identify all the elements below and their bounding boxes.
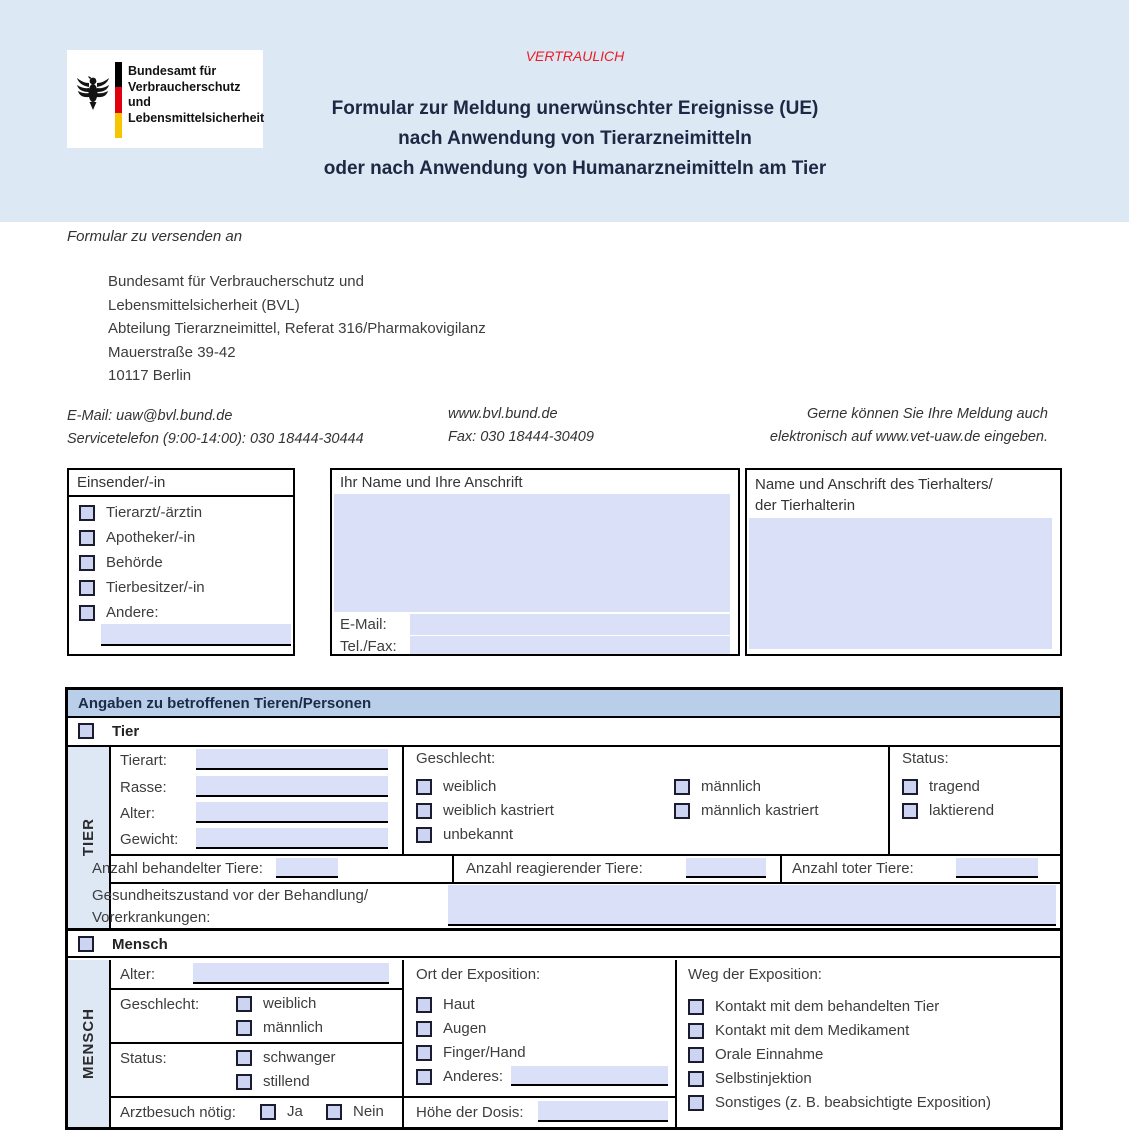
weg-exposition-label: Weg der Exposition:	[688, 966, 822, 983]
sender-option-label: Andere:	[106, 604, 159, 621]
tierart-input[interactable]	[196, 749, 388, 770]
checkbox-haut[interactable]	[416, 997, 432, 1013]
gesundheit-label-line1: Gesundheitszustand vor der Behandlung/	[92, 887, 369, 904]
option-label: Sonstiges (z. B. beabsichtigte Exposition)	[715, 1094, 991, 1111]
telfax-label: Tel./Fax:	[340, 638, 397, 655]
contact-online-note: Gerne können Sie Ihre Meldung auch elektronisch auf www.vet-uaw.de eingeben.	[769, 406, 1048, 445]
arztbesuch-label: Arztbesuch nötig:	[120, 1104, 236, 1121]
anzahl-reagierend-input[interactable]	[686, 858, 766, 878]
anzahl-tot-label: Anzahl toter Tiere:	[792, 860, 914, 877]
option-label: Selbstinjektion	[715, 1070, 812, 1087]
option-label: Orale Einnahme	[715, 1046, 824, 1063]
checkbox-tier-weiblich-kastriert[interactable]	[416, 803, 432, 819]
divider	[111, 882, 1060, 884]
checkbox-anderes[interactable]	[416, 1069, 432, 1085]
checkbox-mensch-maennlich[interactable]	[236, 1020, 252, 1036]
tier-weiblich-kastriert-row	[416, 802, 554, 819]
ort-exposition-label: Ort der Exposition:	[416, 966, 541, 983]
option-label: weiblich	[263, 995, 317, 1012]
anzahl-reagierend-label: Anzahl reagierender Tiere:	[466, 860, 643, 877]
option-label: stillend	[263, 1073, 310, 1090]
arzt-nein-row	[326, 1103, 384, 1120]
tier-status-label: Status:	[902, 750, 949, 767]
checkbox-tragend[interactable]	[902, 779, 918, 795]
option-label: schwanger	[263, 1049, 336, 1066]
option-label: Nein	[353, 1103, 384, 1120]
email-label: E-Mail:	[340, 616, 387, 633]
finger-hand-row	[416, 1044, 526, 1061]
rasse-label: Rasse:	[120, 779, 167, 796]
dosis-input[interactable]	[538, 1101, 668, 1122]
checkbox-tier[interactable]	[78, 723, 94, 739]
sender-option-label: Apotheker/-in	[106, 529, 196, 546]
checkbox-kontakt-tier[interactable]	[688, 999, 704, 1015]
owner-box	[745, 468, 1062, 656]
gewicht-input[interactable]	[196, 828, 388, 849]
checkbox-behoerde[interactable]	[79, 555, 95, 571]
kontakt-tier-row	[688, 998, 939, 1015]
option-label: Kontakt mit dem behandelten Tier	[715, 998, 940, 1015]
option-label: Anderes:	[443, 1068, 504, 1085]
sender-option-apotheker	[79, 529, 205, 546]
mensch-weiblich-row	[236, 995, 316, 1012]
checkbox-kontakt-medikament[interactable]	[688, 1023, 704, 1039]
table-header-label: Angaben zu betroffenen Tieren/Personen	[78, 695, 372, 712]
divider	[402, 960, 404, 1127]
header-banner	[0, 0, 1129, 222]
divider	[888, 747, 890, 854]
checkbox-arzt-nein[interactable]	[326, 1104, 342, 1120]
checkbox-andere[interactable]	[79, 605, 95, 621]
option-label: laktierend	[929, 802, 995, 819]
option-label: Kontakt mit dem Medikament	[715, 1022, 910, 1039]
tier-alter-label: Alter:	[120, 805, 156, 822]
andere-input[interactable]	[101, 624, 291, 646]
divider	[675, 960, 677, 1127]
mensch-side-label: MENSCH	[80, 1007, 97, 1079]
mensch-side-strip	[68, 960, 111, 1127]
reporter-address-input[interactable]	[334, 494, 730, 612]
option-label: Augen	[443, 1020, 487, 1037]
affected-table	[65, 687, 1063, 1130]
tier-maennlich-row	[674, 778, 761, 795]
checkbox-arzt-ja[interactable]	[260, 1104, 276, 1120]
owner-box-title: Name und Anschrift des Tierhalters/ der Tierhalterin	[755, 476, 993, 514]
divider	[452, 854, 454, 882]
option-label: männlich	[701, 778, 762, 795]
sender-box	[67, 468, 295, 656]
send-to-intro: Formular zu versenden an	[67, 228, 243, 245]
divider	[402, 747, 404, 854]
option-label: Haut	[443, 996, 475, 1013]
tier-weiblich-row	[416, 778, 496, 795]
mensch-alter-label: Alter:	[120, 966, 156, 983]
gewicht-label: Gewicht:	[120, 831, 179, 848]
tier-maennlich-kastriert-row	[674, 802, 819, 819]
option-label: weiblich	[443, 778, 497, 795]
checkbox-selbstinjektion[interactable]	[688, 1071, 704, 1087]
mensch-row-label: Mensch	[112, 936, 168, 953]
divider	[402, 1096, 675, 1098]
tier-geschlecht-label: Geschlecht:	[416, 750, 496, 767]
sender-box-title: Einsender/-in	[69, 470, 293, 497]
checkbox-apotheker[interactable]	[79, 530, 95, 546]
option-label: männlich	[263, 1019, 324, 1036]
checkbox-mensch-weiblich[interactable]	[236, 996, 252, 1012]
reporter-email-input[interactable]	[410, 614, 730, 635]
checkbox-tier-weiblich[interactable]	[416, 779, 432, 795]
mensch-row	[68, 928, 1060, 958]
anderes-input[interactable]	[511, 1066, 668, 1086]
bvl-address: Bundesamt für Verbraucherschutz und Lebensmittelsicherheit (BVL) Abteilung Tierarzneimittel, Referat 316/Pharmakovigilanz Mauerstraße 39-42 10117 Berlin	[108, 273, 486, 384]
sender-option-label: Tierarzt/-ärztin	[106, 504, 203, 521]
tragend-row	[902, 778, 980, 795]
reporter-box-title: Ihr Name und Ihre Anschrift	[340, 474, 523, 491]
checkbox-tierbesitzer[interactable]	[79, 580, 95, 596]
selbstinjektion-row	[688, 1070, 812, 1087]
anzahl-tot-input[interactable]	[956, 858, 1038, 878]
mensch-status-label: Status:	[120, 1050, 167, 1067]
checkbox-sonstiges[interactable]	[688, 1095, 704, 1111]
contact-email-phone: E-Mail: uaw@bvl.bund.de Servicetelefon (9:00-14:00): 030 18444-30444	[67, 408, 364, 447]
divider	[111, 1096, 402, 1098]
divider	[111, 1042, 402, 1044]
checkbox-tierarzt[interactable]	[79, 505, 95, 521]
gesundheit-label-line2: Vorerkrankungen:	[92, 909, 211, 926]
option-label: tragend	[929, 778, 980, 795]
divider	[111, 854, 1060, 856]
sender-option-label: Behörde	[106, 554, 163, 571]
option-label: Ja	[287, 1103, 303, 1120]
checkbox-stillend[interactable]	[236, 1074, 252, 1090]
dosis-label: Höhe der Dosis:	[416, 1104, 524, 1121]
checkbox-augen[interactable]	[416, 1021, 432, 1037]
confidential-label: VERTRAULICH	[525, 48, 625, 64]
mensch-alter-input[interactable]	[193, 963, 389, 984]
tierart-label: Tierart:	[120, 752, 167, 769]
sender-option-tierarzt	[79, 504, 205, 521]
checkbox-laktierend[interactable]	[902, 803, 918, 819]
table-header	[68, 690, 1060, 718]
mensch-maennlich-row	[236, 1019, 323, 1036]
tier-alter-input[interactable]	[196, 802, 388, 823]
checkbox-tier-maennlich-kastriert[interactable]	[674, 803, 690, 819]
checkbox-finger-hand[interactable]	[416, 1045, 432, 1061]
contact-web-fax: www.bvl.bund.de Fax: 030 18444-30409	[448, 406, 594, 445]
option-label: unbekannt	[443, 826, 514, 843]
orale-einnahme-row	[688, 1046, 823, 1063]
divider	[111, 988, 402, 990]
rasse-input[interactable]	[196, 776, 388, 797]
checkbox-schwanger[interactable]	[236, 1050, 252, 1066]
sender-option-behoerde	[79, 554, 205, 571]
owner-address-input[interactable]	[749, 518, 1052, 649]
tier-side-label: TIER	[80, 818, 97, 857]
gesundheit-input[interactable]	[448, 885, 1056, 926]
option-label: Finger/Hand	[443, 1044, 526, 1061]
checkbox-orale-einnahme[interactable]	[688, 1047, 704, 1063]
tier-unbekannt-row	[416, 826, 513, 843]
checkbox-tier-unbekannt[interactable]	[416, 827, 432, 843]
arzt-ja-row	[260, 1103, 303, 1120]
laktierend-row	[902, 802, 994, 819]
divider	[780, 854, 782, 882]
kontakt-medikament-row	[688, 1022, 909, 1039]
reporter-name-box	[330, 468, 740, 656]
anzahl-behandelt-input[interactable]	[276, 858, 338, 878]
form-title: Formular zur Meldung unerwünschter Ereignisse (UE) nach Anwendung von Tierarzneimitteln oder nach Anwendung von Humanarzneimitteln am Tier	[323, 98, 827, 179]
sonstiges-row	[688, 1094, 991, 1111]
reporter-telfax-input[interactable]	[410, 636, 730, 654]
divider	[68, 745, 1060, 747]
schwanger-row	[236, 1049, 336, 1066]
sender-option-tierbesitzer	[79, 579, 205, 596]
mensch-geschlecht-label: Geschlecht:	[120, 996, 200, 1013]
augen-row	[416, 1020, 486, 1037]
option-label: männlich kastriert	[701, 802, 819, 819]
checkbox-mensch[interactable]	[78, 936, 94, 952]
option-label: weiblich kastriert	[443, 802, 554, 819]
sender-option-andere	[79, 604, 205, 621]
tier-row-label: Tier	[112, 723, 140, 740]
anderes-row	[416, 1068, 503, 1085]
checkbox-tier-maennlich[interactable]	[674, 779, 690, 795]
stillend-row	[236, 1073, 310, 1090]
haut-row	[416, 996, 475, 1013]
logo-text: Bundesamt für Verbraucherschutz und Lebensmittelsicherheit	[128, 64, 265, 125]
anzahl-behandelt-label: Anzahl behandelter Tiere:	[92, 860, 263, 877]
sender-option-label: Tierbesitzer/-in	[106, 579, 205, 596]
